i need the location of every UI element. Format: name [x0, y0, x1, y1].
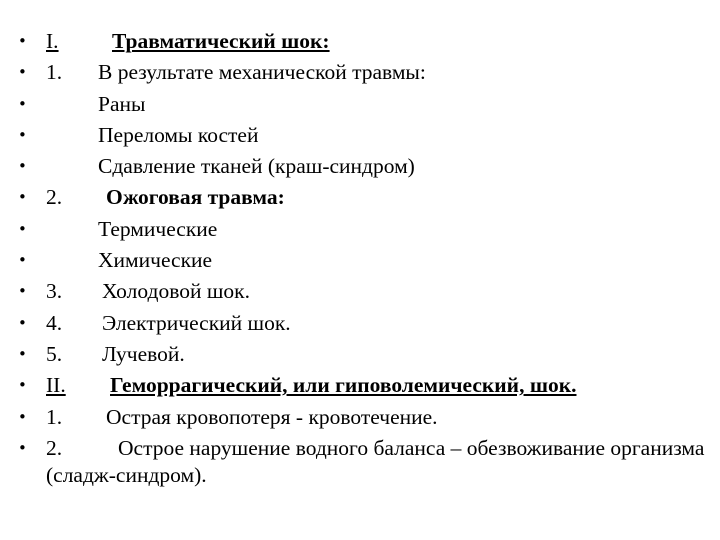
list-item [0, 120, 720, 151]
bullet-icon: • [18, 157, 27, 176]
item-text: Раны [98, 91, 146, 116]
list-item [0, 182, 720, 213]
item-text: Лучевой. [102, 341, 185, 366]
item-text: Электрический шок. [102, 310, 291, 335]
item-number: I. [46, 29, 59, 53]
item-number: 4. [46, 310, 63, 335]
list-item [0, 433, 720, 489]
bullet-icon: • [18, 344, 27, 363]
subheading-burn-trauma: Ожоговая травма: [106, 185, 285, 210]
list-item [0, 26, 720, 57]
bullet-icon: • [18, 407, 27, 426]
item-number: II. [46, 373, 66, 398]
bullet-icon: • [18, 94, 27, 113]
bullet-icon: • [18, 125, 27, 144]
item-wrapped-line [46, 433, 706, 489]
bullet-icon: • [18, 282, 27, 301]
list-item [0, 57, 720, 88]
bullet-icon: • [18, 188, 27, 207]
item-number: 3. [46, 279, 63, 304]
bullet-icon: • [18, 376, 27, 395]
bullet-icon: • [18, 313, 27, 332]
item-number: 2. [46, 435, 63, 460]
list-item [0, 308, 720, 339]
shock-classification-list [0, 26, 720, 489]
list-item [0, 214, 720, 245]
item-number: 1. [46, 404, 63, 429]
bullet-icon: • [18, 251, 27, 270]
bullet-icon: • [18, 219, 27, 238]
list-item [0, 89, 720, 120]
item-number: 5. [46, 341, 63, 366]
heading-hemorrhagic-shock: Геморрагический, или гиповолемический, шок. [110, 373, 577, 398]
item-number: 1. [46, 60, 63, 85]
list-item [0, 339, 720, 370]
item-text: В результате механической травмы: [98, 60, 426, 85]
list-item [0, 370, 720, 401]
list-item [0, 245, 720, 276]
list-item [0, 151, 720, 182]
item-text: Холодовой шок. [102, 279, 250, 304]
list-item [0, 276, 720, 307]
bullet-icon: • [18, 32, 27, 50]
heading-traumatic-shock: Травматический шок: [112, 29, 330, 53]
bullet-icon: • [18, 63, 27, 82]
item-number: 2. [46, 185, 63, 210]
item-text: Химические [98, 248, 213, 273]
list-item [0, 402, 720, 433]
item-text: Сдавление тканей (краш-синдром) [98, 154, 415, 179]
bullet-icon: • [18, 438, 27, 457]
item-text: Термические [98, 216, 218, 241]
item-text: Острая кровопотеря - кровотечение. [106, 404, 438, 429]
item-text: Острое нарушение водного баланса – обезвоживание организма (сладж-синдром). [46, 435, 705, 487]
item-text: Переломы костей [98, 122, 259, 147]
